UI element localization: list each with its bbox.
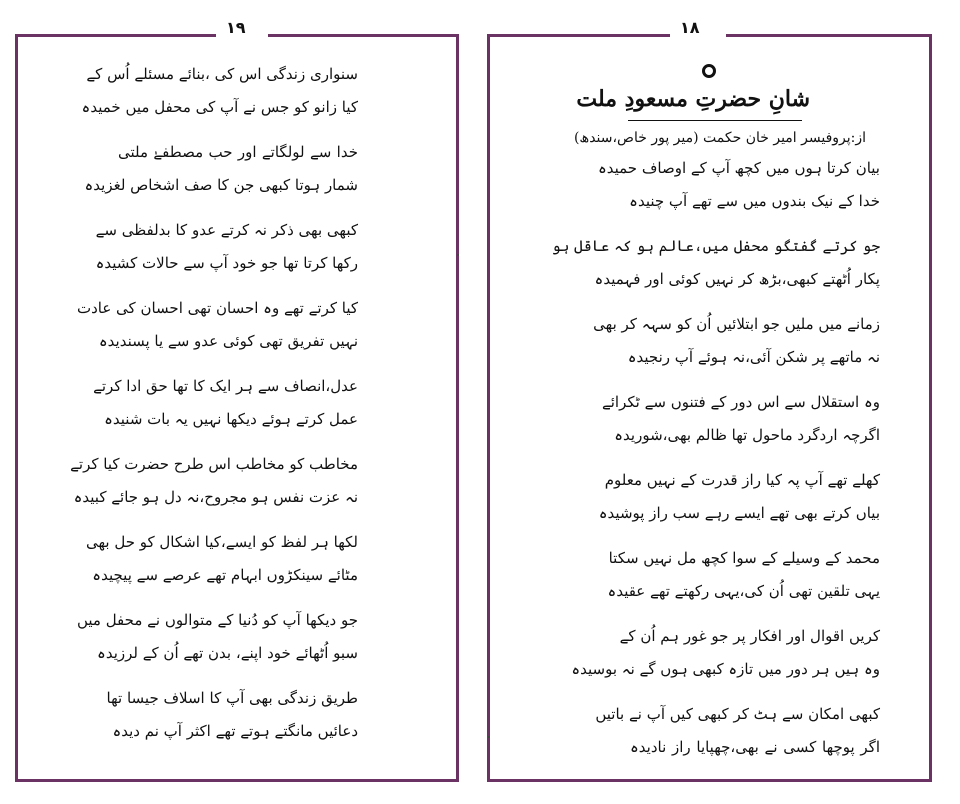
stanza bbox=[598, 464, 880, 530]
verse-line: بیان کرتا ہوں میں کچھ آپ کے اوصاف حمیدہ bbox=[597, 159, 880, 177]
verse-line: نہیں تفریق تھی کوئی عدو سے یا پسندیدہ bbox=[98, 332, 358, 350]
poem-title: شانِ حضرتِ مسعودِ ملت bbox=[576, 86, 810, 112]
circle-ornament-icon bbox=[702, 64, 716, 78]
poem-author: از:پروفیسر امیر خان حکمت (میر پور خاص،سندھ) bbox=[573, 130, 867, 146]
verse-line: عدل،انصاف سے ہر ایک کا تھا حق ادا کرتے bbox=[93, 377, 358, 395]
stanza bbox=[76, 292, 358, 358]
verse-line: کبھی امکان سے ہٹ کر کبھی کیں آپ نے باتیں bbox=[595, 705, 880, 723]
verse-line: زمانے میں ملیں جو ابتلائیں اُن کو سہہ کر بھی bbox=[593, 315, 880, 333]
verse-line: پکار اُٹھتے کبھی،بڑھ کر نہیں کوئی اور فہمیدہ bbox=[594, 270, 880, 288]
verse-line: اگر پوچھا کسی نے بھی،چھپایا راز نادیدہ bbox=[630, 738, 880, 756]
right-page bbox=[487, 18, 932, 782]
stanza bbox=[84, 136, 358, 202]
scan-speck bbox=[457, 254, 459, 256]
verse-line: جو کرتے گفتگو محفل میں،عالم ہو کہ عاقل ہو bbox=[551, 237, 880, 255]
verse-line: محمد کے وسیلے کے سوا کچھ مل نہیں سکتا bbox=[608, 549, 880, 567]
verse-line: نہ عزت نفس ہو مجروح،نہ دل ہو جائے کبیدہ bbox=[73, 488, 358, 506]
verse-line: کھلے تھے آپ پہ کیا راز قدرت کے نہیں معلوم bbox=[604, 471, 880, 489]
verse-line: کیا زانو کو جس نے آپ کی محفل میں خمیدہ bbox=[81, 98, 358, 116]
stanza bbox=[607, 542, 880, 608]
left-poem bbox=[70, 58, 358, 760]
right-top-rule-b bbox=[726, 34, 932, 37]
stanza bbox=[551, 230, 880, 296]
scan-speck bbox=[488, 736, 490, 738]
verse-line: دعائیں مانگتے ہوتے تھے اکثر آپ نم دیدہ bbox=[112, 722, 358, 740]
verse-line: شمار ہوتا کبھی جن کا صف اشخاص لغزیدہ bbox=[84, 176, 358, 194]
stanza bbox=[595, 698, 880, 764]
left-top-rule-b bbox=[268, 34, 459, 37]
stanza bbox=[81, 58, 358, 124]
stanza bbox=[106, 682, 358, 748]
verse-line: بیاں کرتے بھی تھے ایسے رہے سب راز پوشیدہ bbox=[598, 504, 880, 522]
left-page bbox=[15, 18, 459, 782]
title-underline bbox=[628, 120, 802, 121]
verse-line: مٹائے سینکڑوں ابہام تھے عرصے سے پیچیدہ bbox=[92, 566, 358, 584]
verse-line: جو دیکھا آپ کو دُنیا کے متوالوں نے محفل میں bbox=[76, 611, 358, 629]
verse-line: عمل کرتے ہوئے دیکھا نہیں یہ بات شنیدہ bbox=[104, 410, 358, 428]
verse-line: وہ استقلال سے اس دور کے فتنوں سے ٹکرائے bbox=[601, 393, 880, 411]
verse-line: سنواری زندگی اس کی ،بنائے مسئلے اُس کے bbox=[86, 65, 358, 83]
right-top-rule-a bbox=[490, 34, 670, 37]
right-poem bbox=[551, 152, 880, 776]
right-page-number: ۱۸ bbox=[680, 18, 700, 37]
left-page-number: ۱۹ bbox=[226, 18, 246, 37]
verse-line: رکھا کرتا تھا جو خود آپ سے حالات کشیدہ bbox=[95, 254, 358, 272]
verse-line: یہی تلقین تھی اُن کی،یہی رکھتے تھے عقیدہ bbox=[607, 582, 880, 600]
verse-line: طریق زندگی بھی آپ کا اسلاف جیسا تھا bbox=[106, 689, 358, 707]
stanza bbox=[85, 526, 358, 592]
stanza bbox=[571, 620, 880, 686]
stanza bbox=[76, 604, 358, 670]
stanza bbox=[95, 214, 358, 280]
verse-line: کیا کرتے تھے وہ احسان تھی احسان کی عادت bbox=[76, 299, 358, 317]
verse-line: اگرچہ اردگرد ماحول تھا ظالم بھی،شوریدہ bbox=[614, 426, 880, 444]
verse-line: لکھا ہر لفظ کو ایسے،کیا اشکال کو حل بھی bbox=[85, 533, 358, 551]
stanza bbox=[93, 370, 358, 436]
stanza bbox=[601, 386, 880, 452]
verse-line: خدا سے لولگاتے اور حب مصطفےٰ ملتی bbox=[118, 143, 358, 161]
verse-line: مخاطب کو مخاطب اس طرح حضرت کیا کرتے bbox=[70, 455, 358, 473]
verse-line: خدا کے نیک بندوں میں سے تھے آپ چنیدہ bbox=[629, 192, 880, 210]
verse-line: نہ ماتھے پر شکن آئی،نہ ہوئے آپ رنجیدہ bbox=[627, 348, 880, 366]
verse-line: کبھی بھی ذکر نہ کرتے عدو کا بدلفظی سے bbox=[95, 221, 358, 239]
verse-line: وہ ہیں ہر دور میں تازہ کبھی ہوں گے نہ بوسیدہ bbox=[571, 660, 880, 678]
stanza bbox=[593, 308, 880, 374]
stanza bbox=[70, 448, 358, 514]
verse-line: سبو اُٹھائے خود اپنے، بدن تھے اُن کے لرزیدہ bbox=[97, 644, 358, 662]
verse-line: کریں اقوال اور افکار پر جو غور ہم اُن کے bbox=[619, 627, 880, 645]
left-top-rule-a bbox=[18, 34, 216, 37]
stanza bbox=[597, 152, 880, 218]
